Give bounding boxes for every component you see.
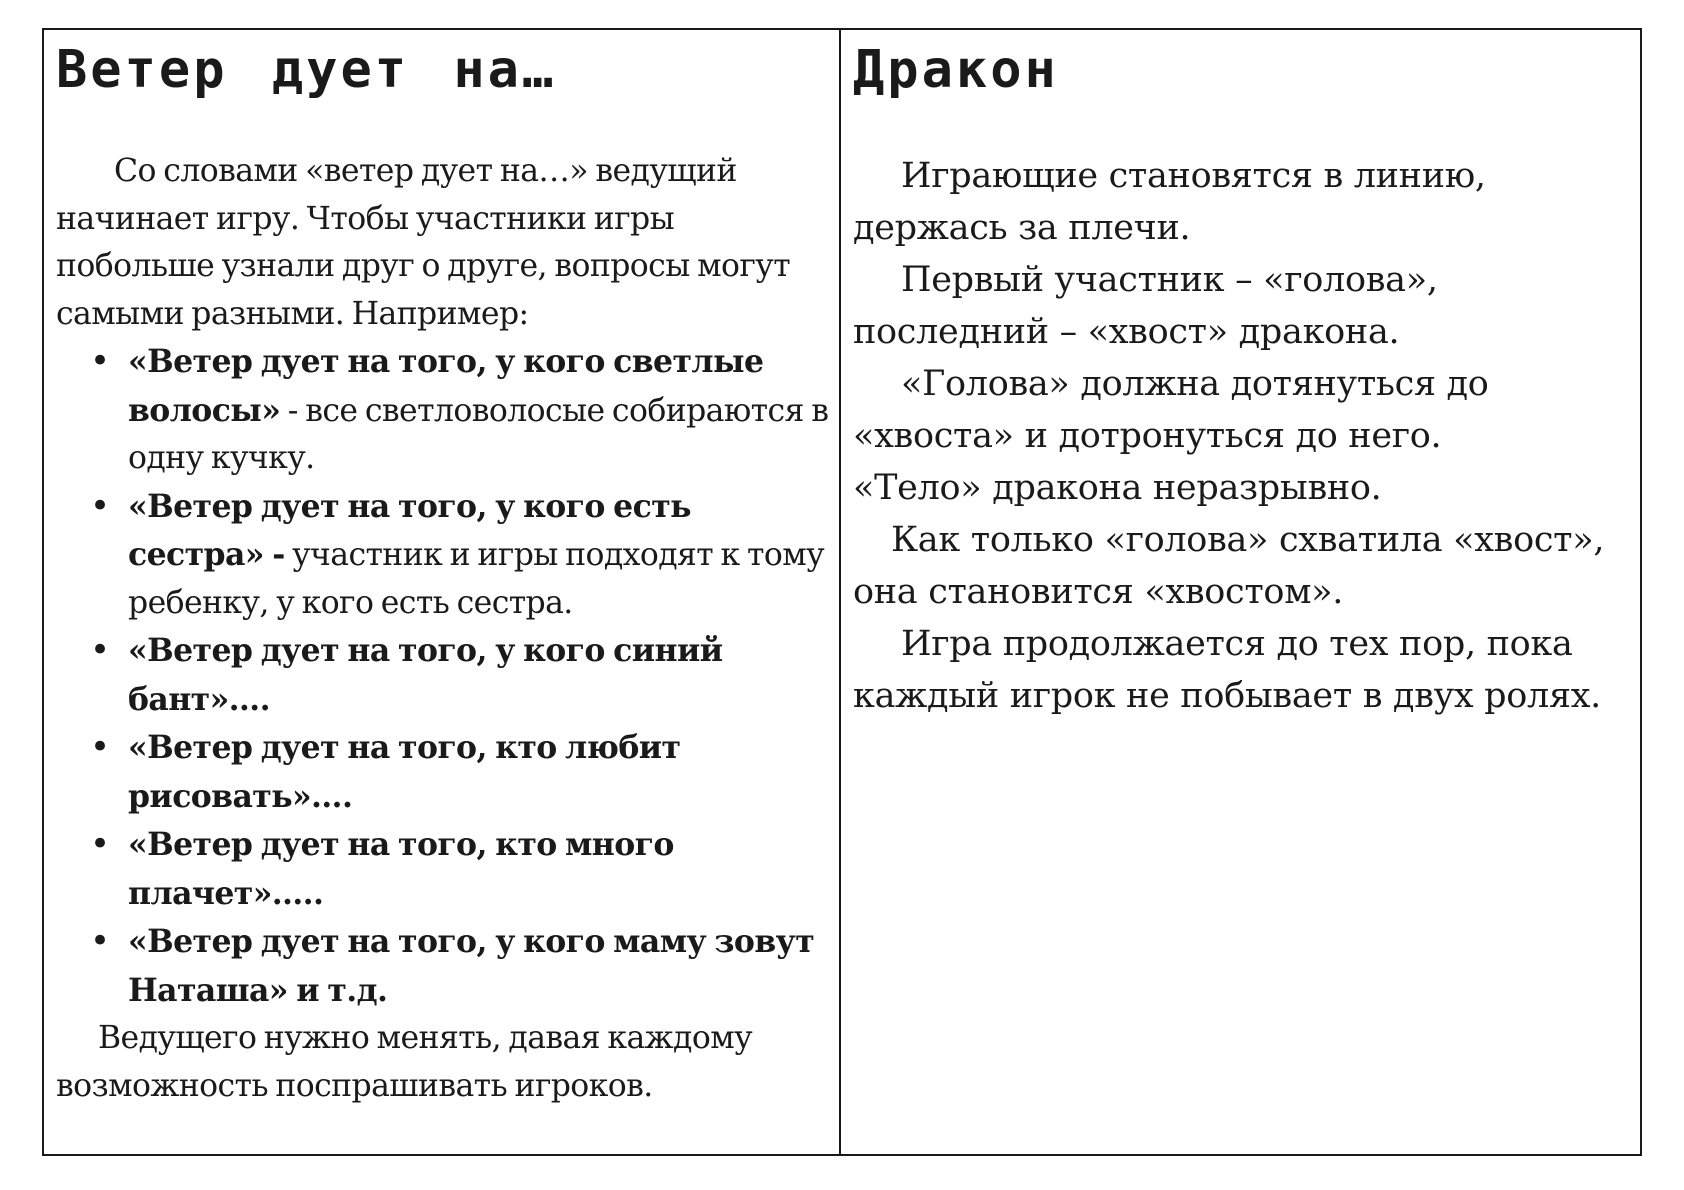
card-body-dragon bbox=[853, 150, 1628, 722]
list-item-bold: «Ветер дует на того, кто любит рисовать»…. bbox=[128, 729, 681, 815]
list-item-text: - все светловолосые собираются в одну кучку. bbox=[128, 392, 829, 476]
rule-paragraph: «Голова» должна дотянуться до «хвоста» и дотронуться до него. bbox=[853, 364, 1489, 456]
list-item-bold: «Ветер дует на того, у кого синий бант»…. bbox=[128, 632, 723, 718]
outro-paragraph: Ведущего нужно менять, давая каждому возможность поспрашивать игроков. bbox=[56, 1020, 753, 1104]
rule-paragraph: Играющие становятся в линию, держась за плечи. bbox=[853, 156, 1486, 248]
list-item-bold: «Ветер дует на того, кто много плачет»….. bbox=[128, 826, 674, 912]
rule-paragraph: Первый участник – «голова», последний – «хвост» дракона. bbox=[853, 260, 1438, 352]
bullet-icon: • bbox=[90, 824, 110, 864]
intro-paragraph: Со словами «ветер дует на…» ведущий начинает игру. Чтобы участники игры побольше узнали друг о друге, вопросы могут самыми разными. Например: bbox=[56, 153, 791, 332]
rule-paragraph: Игра продолжается до тех пор, пока каждый игрок не побывает в двух ролях. bbox=[853, 624, 1602, 716]
list-item bbox=[90, 483, 829, 628]
list-item bbox=[90, 338, 829, 483]
bullet-icon: • bbox=[90, 341, 110, 381]
bullet-icon: • bbox=[90, 630, 110, 670]
bullet-icon: • bbox=[90, 727, 110, 767]
list-item-bold: «Ветер дует на того, у кого есть сестра» - bbox=[128, 487, 691, 573]
bullet-icon: • bbox=[90, 485, 110, 526]
card-title-dragon: Дракон bbox=[853, 40, 1059, 100]
list-item bbox=[90, 821, 829, 918]
game-cards-table bbox=[42, 28, 1642, 1156]
list-item bbox=[90, 918, 829, 1015]
list-item-bold: «Ветер дует на того, у кого светлые волосы» bbox=[128, 343, 764, 429]
rule-paragraph: «Тело» дракона неразрывно. bbox=[853, 468, 1382, 508]
list-item bbox=[90, 724, 829, 821]
list-item bbox=[90, 627, 829, 724]
card-body-wind-blows bbox=[56, 148, 829, 1110]
card-title-wind-blows: Ветер дует на… bbox=[56, 40, 557, 100]
list-item-text: участник и игры подходят к тому ребенку, у кого есть сестра. bbox=[128, 537, 825, 621]
list-item-bold: «Ветер дует на того, у кого маму зовут Наташа» и т.д. bbox=[128, 923, 815, 1009]
card-dragon bbox=[841, 30, 1640, 1154]
rule-paragraph: Как только «голова» схватила «хвост», она становится «хвостом». bbox=[853, 520, 1605, 612]
card-wind-blows bbox=[44, 30, 841, 1154]
example-list bbox=[56, 338, 829, 1015]
bullet-icon: • bbox=[90, 921, 110, 961]
